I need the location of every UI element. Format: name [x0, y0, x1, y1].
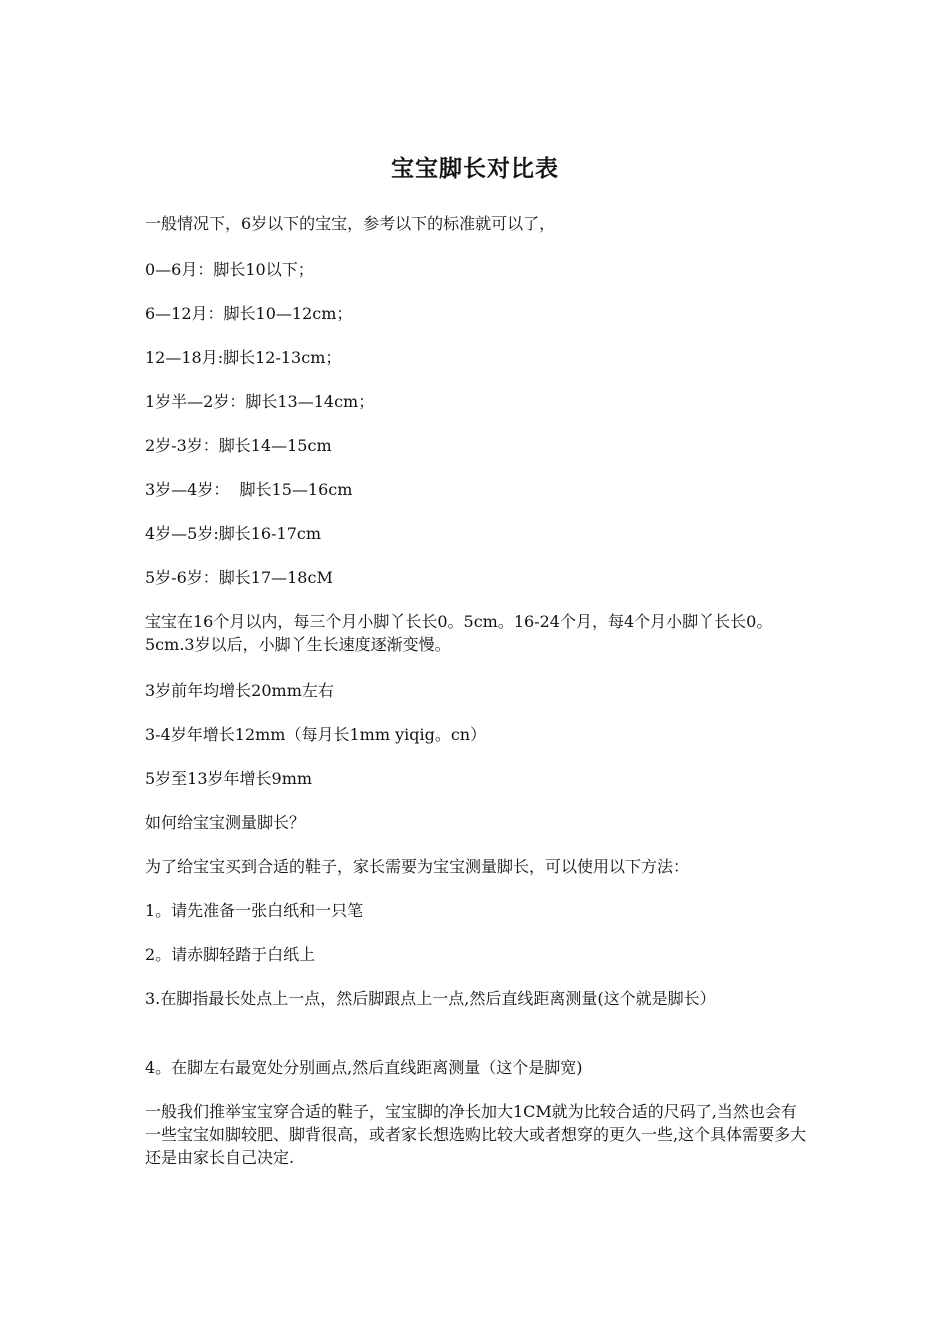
measure-step-1: 1。请先准备一张白纸和一只笔 — [145, 901, 364, 920]
foot-length-2-3-years: 2岁-3岁：脚长14—15cm — [145, 436, 332, 455]
growth-under-3-years: 3岁前年均增长20mm左右 — [145, 681, 334, 700]
intro-paragraph: 一般情况下，6岁以下的宝宝，参考以下的标准就可以了， — [145, 214, 556, 233]
measure-question-heading: 如何给宝宝测量脚长？ — [145, 813, 306, 832]
foot-length-12-18-months: 12—18月:脚长12-13cm； — [145, 348, 342, 367]
measure-step-4: 4。在脚左右最宽处分别画点,然后直线距离测量（这个是脚宽) — [145, 1058, 583, 1077]
foot-length-4-5-years: 4岁—5岁:脚长16-17cm — [145, 524, 322, 543]
growth-rate-paragraph: 宝宝在16个月以内，每三个月小脚丫长长0。5cm。16-24个月，每4个月小脚丫长长0。5cm.3岁以后，小脚丫生长速度逐渐变慢。 — [145, 612, 773, 654]
measure-intro-paragraph: 为了给宝宝买到合适的鞋子，家长需要为宝宝测量脚长，可以使用以下方法： — [145, 857, 690, 876]
document-title: 宝宝脚长对比表 — [391, 156, 559, 182]
measure-step-2: 2。请赤脚轻踏于白纸上 — [145, 945, 316, 964]
foot-length-0-6-months: 0—6月：脚长10以下； — [145, 260, 314, 279]
growth-3-4-years: 3-4岁年增长12mm（每月长1mm yiqig。cn） — [145, 725, 487, 744]
measure-step-3: 3.在脚指最长处点上一点，然后脚跟点上一点,然后直线距离测量(这个就是脚长） — [145, 989, 716, 1008]
foot-length-1-5-2-years: 1岁半—2岁：脚长13—14cm； — [145, 392, 375, 411]
foot-length-6-12-months: 6—12月：脚长10—12cm； — [145, 304, 353, 323]
closing-paragraph: 一般我们推举宝宝穿合适的鞋子，宝宝脚的净长加大1CM就为比较合适的尺码了,当然也会有一些宝宝如脚较肥、脚背很高，或者家长想选购比较大或者想穿的更久一些,这个具体需要多大还是由家长自己决定. — [145, 1102, 807, 1167]
growth-5-13-years: 5岁至13岁年增长9mm — [145, 769, 313, 788]
foot-length-5-6-years: 5岁-6岁：脚长17—18cM — [145, 568, 333, 587]
foot-length-3-4-years: 3岁—4岁： 脚长15—16cm — [145, 480, 353, 499]
